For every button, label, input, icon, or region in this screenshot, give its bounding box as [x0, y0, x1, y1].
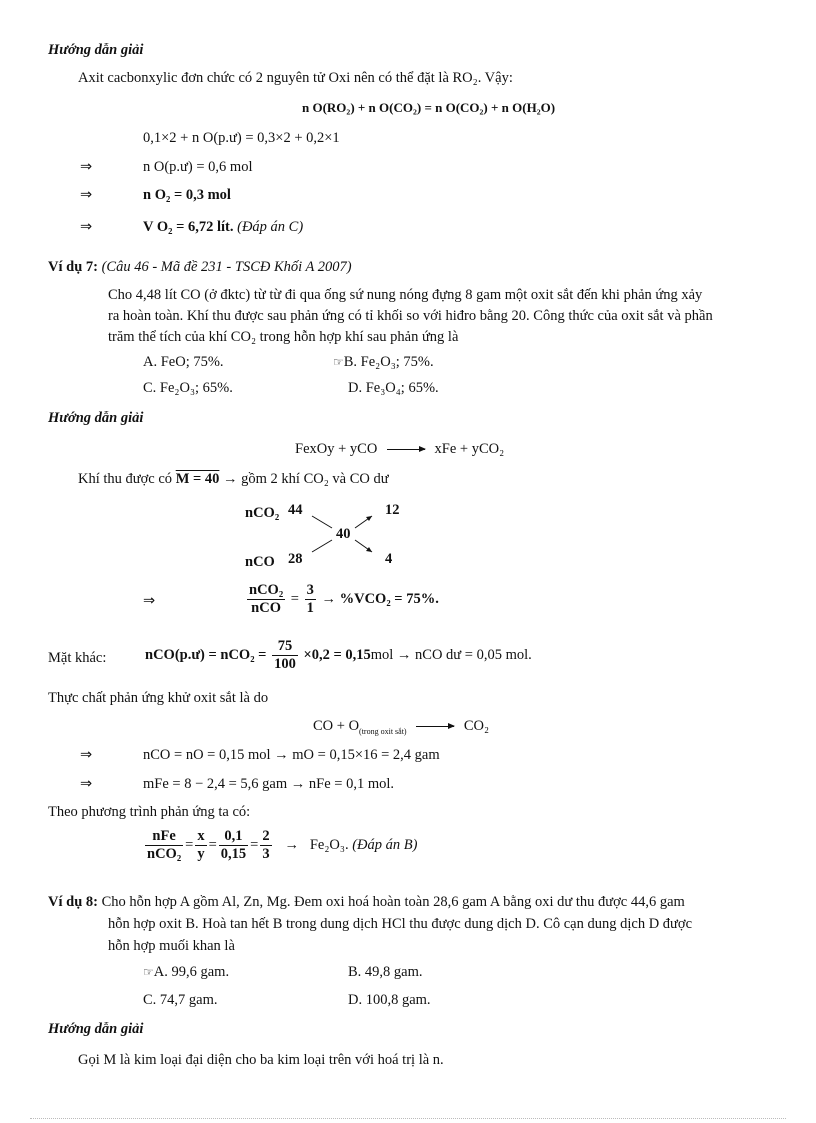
- final-line: Gọi M là kim loại đại diện cho ba kim loại trên với hoá trị là n.: [78, 1052, 444, 1068]
- equation-5: nCO = nO = 0,15 mol → mO = 0,15×16 = 2,4 gam: [143, 747, 440, 763]
- answer-label: (Đáp án B): [352, 836, 418, 853]
- example-8-text-3: hỗn hợp muối khan là: [108, 938, 235, 954]
- cross-center: 40: [336, 526, 351, 542]
- cross-arrows-icon: [300, 510, 390, 560]
- implies-symbol: ⇒: [80, 159, 93, 175]
- example-7-header: [48, 259, 352, 276]
- option-b: ☞B. Fe₂O₃; 75%.: [333, 354, 434, 370]
- formula-result: Fe₂O₃.: [309, 836, 349, 853]
- pointing-hand-icon: ☞: [143, 965, 154, 979]
- implies-symbol: ⇒: [80, 187, 93, 203]
- example-8-line-1: [48, 894, 685, 911]
- arrow-icon: [416, 726, 454, 727]
- solution-heading: Hướng dẫn giải: [48, 42, 144, 58]
- example-8-text-1: Cho hỗn hợp A gồm Al, Zn, Mg. Đem oxi hoá hoàn toàn 28,6 gam A bằng oxi dư thu được 44,6 gam: [101, 894, 685, 910]
- implies-symbol: ⇒: [80, 747, 93, 763]
- equation-3: n O₂ = 0,3 mol: [143, 187, 231, 203]
- pointing-hand-icon: ☞: [333, 355, 344, 369]
- ratio-left: $\frac{\text{nCO₂}}{\text{nCO}}$: [249, 582, 284, 616]
- arrow-icon: [387, 449, 425, 450]
- equation-2: n O(p.ư) = 0,6 mol: [143, 159, 253, 175]
- reaction-1-left: FexOy + yCO: [295, 441, 378, 457]
- ratio-value: $\frac{3}{1}$: [306, 582, 314, 616]
- theopt-text: Theo phương trình phản ứng ta có:: [48, 804, 251, 820]
- matkhac-equation: nCO(p.ư) = nCO₂ = $\frac{75}{100}$ ×0,2 = 0,15mol → nCO dư = 0,05 mol.: [145, 638, 532, 672]
- option-c: C. Fe₂O₃; 65%.: [143, 380, 233, 396]
- cross-top-value: 44: [288, 502, 303, 518]
- option-a: ☞A. 99,6 gam.: [143, 964, 230, 980]
- reaction-1-right: xFe + yCO₂: [434, 441, 505, 457]
- example-7-text-1: Cho 4,48 lít CO (ở đktc) từ từ đi qua ống sứ nung nóng đựng 8 gam một oxit sắt đến khi phản ứng xảy: [108, 287, 703, 303]
- example-7-source: (Câu 46 - Mã đề 231 - TSCĐ Khối A 2007): [101, 259, 352, 275]
- example-7-text-2: ra hoàn toàn. Khí thu được sau phản ứng có tỉ khối so với hiđro bằng 20. Công thức của oxit sắt và phần: [108, 308, 713, 324]
- answer-label: (Đáp án C): [237, 219, 304, 235]
- example-7-label: Ví dụ 7:: [48, 259, 98, 275]
- matkhac-label: Mặt khác:: [48, 650, 107, 666]
- gas-text-1: Khí thu được có: [78, 471, 173, 487]
- cross-top-label: nCO₂: [245, 505, 280, 521]
- solution-heading: Hướng dẫn giải: [48, 410, 144, 426]
- intro-text: Axit cacbonxylic đơn chức có 2 nguyên tử Oxi nên có thể đặt là RO₂. Vậy:: [78, 70, 513, 86]
- option-a: A. FeO; 75%.: [143, 354, 224, 370]
- ratio-line: $\frac{\text{nCO₂}}{\text{nCO}}$ = $\frac{3}{1}$ → %VCO₂ = 75%.: [249, 582, 439, 616]
- ratio-result: → %VCO₂ = 75%.: [321, 590, 439, 607]
- reaction-1: [295, 441, 504, 458]
- solution-heading: Hướng dẫn giải: [48, 1021, 144, 1037]
- implies-symbol: ⇒: [143, 593, 156, 609]
- example-8-label: Ví dụ 8:: [48, 894, 98, 910]
- cross-bottom-result: 4: [385, 551, 393, 567]
- thucchat-text: Thực chất phản ứng khử oxit sắt là do: [48, 690, 269, 706]
- option-d: D. 100,8 gam.: [348, 992, 431, 1008]
- fraction-chain: $\frac{\text{nFe}}{\text{nCO₂}}$ = $\frac{x}{y}$ = $\frac{0,1}{0,15}$ = $\frac{2}{3}$ → Fe₂O₃. (Đáp án B): [147, 828, 418, 862]
- option-c: C. 74,7 gam.: [143, 992, 218, 1008]
- volume-result: V O₂ = 6,72 lít.: [143, 219, 234, 235]
- equation-4: [143, 219, 303, 236]
- gas-mixture-line: [78, 471, 389, 488]
- cross-top-result: 12: [385, 502, 400, 518]
- cross-bottom-label: nCO: [245, 554, 275, 570]
- implies-symbol: ⇒: [80, 219, 93, 235]
- option-d: D. Fe₃O₄; 65%.: [348, 380, 439, 396]
- balance-equation: n O(RO₂) + n O(CO₂) = n O(CO₂) + n O(H₂O): [302, 100, 556, 115]
- equation-1: 0,1×2 + n O(p.ư) = 0,3×2 + 0,2×1: [143, 130, 340, 146]
- example-7-text-3: trăm thể tích của khí CO₂ trong hỗn hợp khí sau phản ứng là: [108, 329, 459, 345]
- equation-6: mFe = 8 − 2,4 = 5,6 gam → nFe = 0,1 mol.: [143, 776, 395, 792]
- reaction-2: CO + $O_{(trong oxit sắt)}$ CO₂: [313, 718, 490, 736]
- gas-text-2: → gồm 2 khí CO₂ và CO dư: [223, 471, 389, 487]
- page-divider: [30, 1118, 786, 1119]
- option-b: B. 49,8 gam.: [348, 964, 423, 980]
- example-8-text-2: hỗn hợp oxit B. Hoà tan hết B trong dung dịch HCl thu được dung dịch D. Cô cạn dung dịch D được: [108, 916, 693, 932]
- cross-bottom-value: 28: [288, 551, 303, 567]
- mean-mass: M = 40: [175, 471, 220, 487]
- implies-symbol: ⇒: [80, 776, 93, 792]
